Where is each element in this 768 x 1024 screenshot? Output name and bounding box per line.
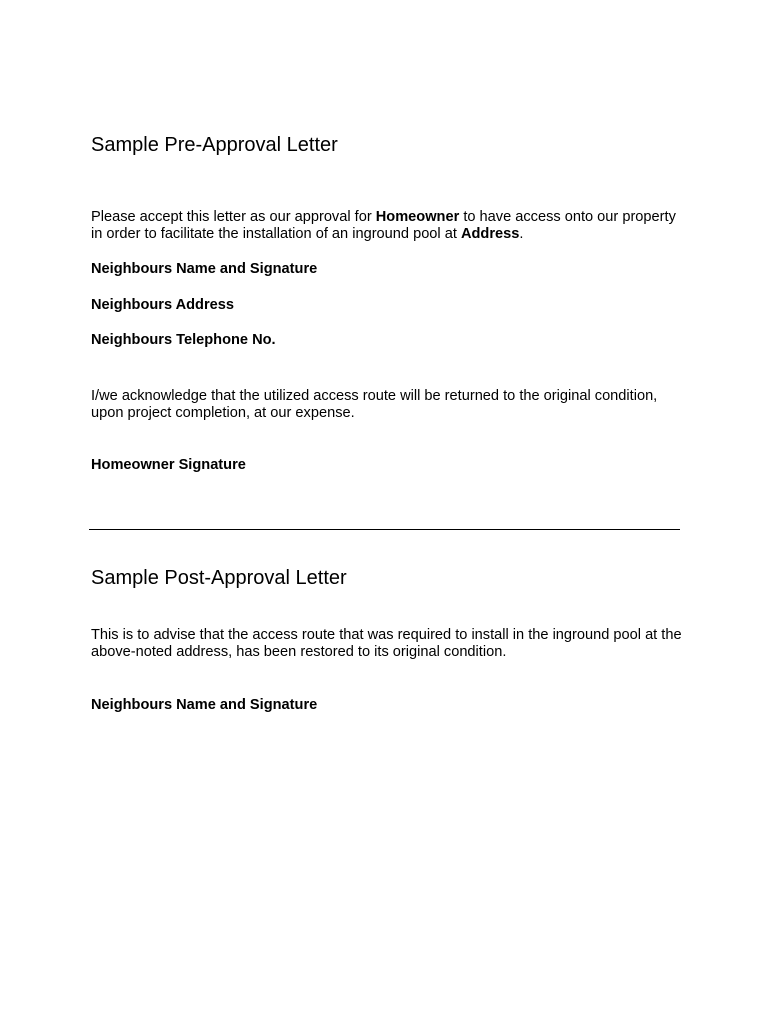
post-approval-title: Sample Post-Approval Letter [91,567,347,589]
homeowner-signature-label: Homeowner Signature [91,457,246,473]
intro-text-3: . [519,225,524,242]
post-neighbour-name-signature-label: Neighbours Name and Signature [91,697,318,713]
acknowledgement-text: I/we acknowledge that the utilized access route will be returned to the original condition, upon project completion, at our expense. [91,388,658,421]
neighbour-telephone-label: Neighbours Telephone No. [91,332,276,348]
pre-approval-intro [91,209,691,242]
pre-approval-title: Sample Pre-Approval Letter [91,134,338,156]
homeowner-placeholder: Homeowner [375,209,460,225]
address-placeholder: Address [460,225,520,242]
intro-text-2: to have access onto our property in order to facilitate the installation of an inground pool at [91,209,676,242]
neighbour-name-signature-label: Neighbours Name and Signature [91,261,318,277]
neighbour-address-label: Neighbours Address [91,297,234,313]
intro-text-1: Please accept this letter as our approval for [91,209,376,225]
post-approval-body: This is to advise that the access route that was required to install in the inground pool at the above-noted address, has been restored to its original condition. [91,627,682,660]
section-divider [89,529,680,530]
